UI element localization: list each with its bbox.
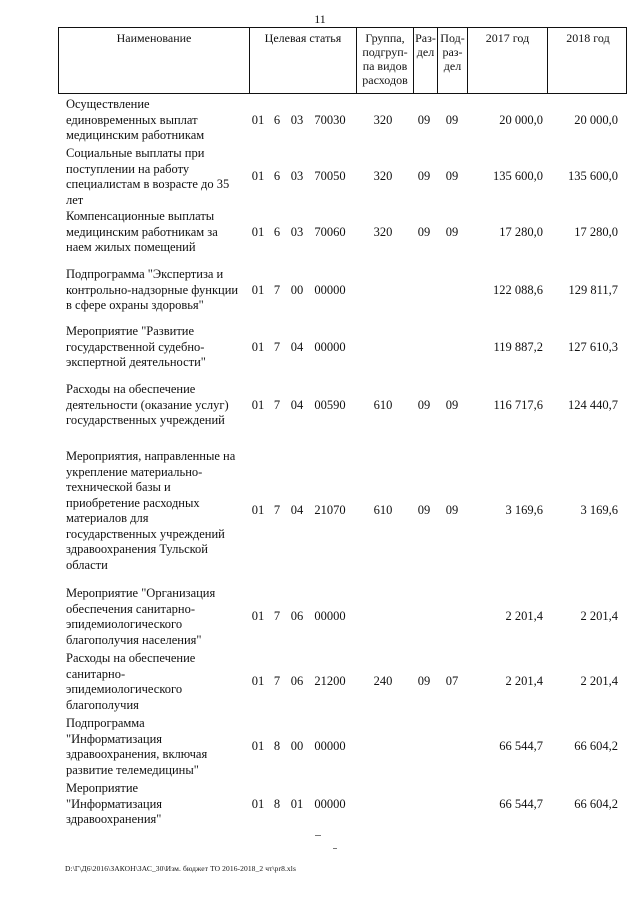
amount-2018: 135 600,0 <box>568 169 618 183</box>
subprogram-code: 8 <box>273 739 281 753</box>
row-name: Социальные выплаты при поступлении на работу специалистам в возрасте до 35 лет <box>66 146 230 207</box>
subprogram-code: 6 <box>273 169 281 183</box>
direction-code: 70050 <box>314 169 346 183</box>
table-row <box>0 97 640 145</box>
program-code: 01 <box>251 739 265 753</box>
subprogram-code: 7 <box>273 398 281 412</box>
section: 09 <box>417 398 431 412</box>
row-name: Компенсационные выплаты медицинским работникам за наем жилых помещений <box>66 209 218 254</box>
program-code: 01 <box>251 609 265 623</box>
subprogram-code: 6 <box>273 225 281 239</box>
subsection: 09 <box>445 503 459 517</box>
row-name: Подпрограмма "Экспертиза и контрольно-надзорные функции в сфере охраны здоровья" <box>66 267 239 312</box>
table-row <box>0 781 640 829</box>
subsection: 09 <box>445 113 459 127</box>
header-target-article: Целевая статья <box>249 28 356 93</box>
measure-code: 06 <box>290 609 304 623</box>
expense-group: 320 <box>373 113 393 127</box>
row-name: Мероприятие "Информатизация здравоохранения" <box>66 781 163 826</box>
subprogram-code: 7 <box>273 609 281 623</box>
row-name: Мероприятия, направленные на укрепление материально- технической базы и приобретение расходных материалов для государственных учреждений здравоохранения Тульской области <box>66 449 236 572</box>
direction-code: 00590 <box>314 398 346 412</box>
expense-group: 240 <box>373 674 393 688</box>
program-code: 01 <box>251 503 265 517</box>
measure-code: 03 <box>290 225 304 239</box>
program-code: 01 <box>251 225 265 239</box>
row-name: Расходы на обеспечение деятельности (оказание услуг) государственных учреждений <box>66 382 229 427</box>
program-code: 01 <box>251 169 265 183</box>
direction-code: 21200 <box>314 674 346 688</box>
table-row <box>0 449 640 575</box>
program-code: 01 <box>251 797 265 811</box>
direction-code: 00000 <box>314 609 346 623</box>
subsection: 07 <box>445 674 459 688</box>
row-name: Подпрограмма "Информатизация здравоохранения, включая развитие телемедицины" <box>66 716 208 777</box>
program-code: 01 <box>251 283 265 297</box>
header-section: Раз- дел <box>413 28 437 93</box>
amount-2017: 116 717,6 <box>493 398 543 412</box>
section: 09 <box>417 169 431 183</box>
table-row <box>0 586 640 649</box>
program-code: 01 <box>251 113 265 127</box>
amount-2017: 135 600,0 <box>493 169 543 183</box>
amount-2017: 119 887,2 <box>493 340 543 354</box>
amount-2018: 129 811,7 <box>568 283 618 297</box>
direction-code: 00000 <box>314 739 346 753</box>
section: 09 <box>417 225 431 239</box>
row-name: Расходы на обеспечение санитарно- эпидемиологического благополучия <box>66 651 196 712</box>
amount-2018: 66 604,2 <box>574 797 618 811</box>
scan-mark <box>315 835 321 836</box>
measure-code: 00 <box>290 739 304 753</box>
measure-code: 03 <box>290 113 304 127</box>
header-year-2017: 2017 год <box>467 28 547 93</box>
subprogram-code: 6 <box>273 113 281 127</box>
measure-code: 04 <box>290 503 304 517</box>
section: 09 <box>417 503 431 517</box>
header-name: Наименование <box>116 31 192 45</box>
direction-code: 00000 <box>314 797 346 811</box>
subsection: 09 <box>445 225 459 239</box>
measure-code: 04 <box>290 340 304 354</box>
amount-2018: 66 604,2 <box>574 739 618 753</box>
table-row <box>0 651 640 714</box>
amount-2017: 3 169,6 <box>505 503 543 517</box>
amount-2017: 20 000,0 <box>499 113 543 127</box>
program-code: 01 <box>251 674 265 688</box>
table-row <box>0 146 640 208</box>
amount-2018: 20 000,0 <box>574 113 618 127</box>
table-row <box>0 324 640 372</box>
amount-2018: 127 610,3 <box>568 340 618 354</box>
direction-code: 21070 <box>314 503 346 517</box>
amount-2018: 2 201,4 <box>580 674 618 688</box>
file-path-footer: D:\Г\Д6\2016\ЗАКОН\ЗАС_30\Изм. бюджет ТО 2016-2018_2 чт\pr8.xls <box>65 864 296 873</box>
measure-code: 06 <box>290 674 304 688</box>
page-number: 11 <box>314 12 326 26</box>
direction-code: 70030 <box>314 113 346 127</box>
row-name: Мероприятие "Организация обеспечения санитарно- эпидемиологического благополучия населения" <box>66 586 216 647</box>
header-year-2018: 2018 год <box>547 28 628 93</box>
amount-2017: 122 088,6 <box>493 283 543 297</box>
subprogram-code: 8 <box>273 797 281 811</box>
subprogram-code: 7 <box>273 340 281 354</box>
expense-group: 610 <box>373 398 393 412</box>
direction-code: 00000 <box>314 340 346 354</box>
amount-2017: 17 280,0 <box>499 225 543 239</box>
direction-code: 00000 <box>314 283 346 297</box>
table-row <box>0 267 640 315</box>
subprogram-code: 7 <box>273 503 281 517</box>
scan-mark <box>333 848 337 849</box>
measure-code: 00 <box>290 283 304 297</box>
table-row <box>0 382 640 430</box>
direction-code: 70060 <box>314 225 346 239</box>
table-row <box>0 209 640 257</box>
measure-code: 03 <box>290 169 304 183</box>
amount-2018: 3 169,6 <box>580 503 618 517</box>
measure-code: 01 <box>290 797 304 811</box>
amount-2018: 124 440,7 <box>568 398 618 412</box>
subprogram-code: 7 <box>273 283 281 297</box>
row-name: Мероприятие "Развитие государственной судебно- экспертной деятельности" <box>66 324 206 369</box>
amount-2017: 66 544,7 <box>499 797 543 811</box>
header-subsection: Под- раз- дел <box>437 28 467 93</box>
amount-2017: 2 201,4 <box>505 609 543 623</box>
section: 09 <box>417 674 431 688</box>
table-row <box>0 716 640 779</box>
header-group: Группа, подгруп- па видов расходов <box>356 28 413 93</box>
amount-2018: 17 280,0 <box>574 225 618 239</box>
table-header <box>58 27 627 94</box>
expense-group: 610 <box>373 503 393 517</box>
program-code: 01 <box>251 398 265 412</box>
subprogram-code: 7 <box>273 674 281 688</box>
measure-code: 04 <box>290 398 304 412</box>
amount-2018: 2 201,4 <box>580 609 618 623</box>
subsection: 09 <box>445 398 459 412</box>
row-name: Осуществление единовременных выплат медицинским работникам <box>66 97 205 142</box>
expense-group: 320 <box>373 225 393 239</box>
amount-2017: 2 201,4 <box>505 674 543 688</box>
section: 09 <box>417 113 431 127</box>
program-code: 01 <box>251 340 265 354</box>
expense-group: 320 <box>373 169 393 183</box>
subsection: 09 <box>445 169 459 183</box>
amount-2017: 66 544,7 <box>499 739 543 753</box>
